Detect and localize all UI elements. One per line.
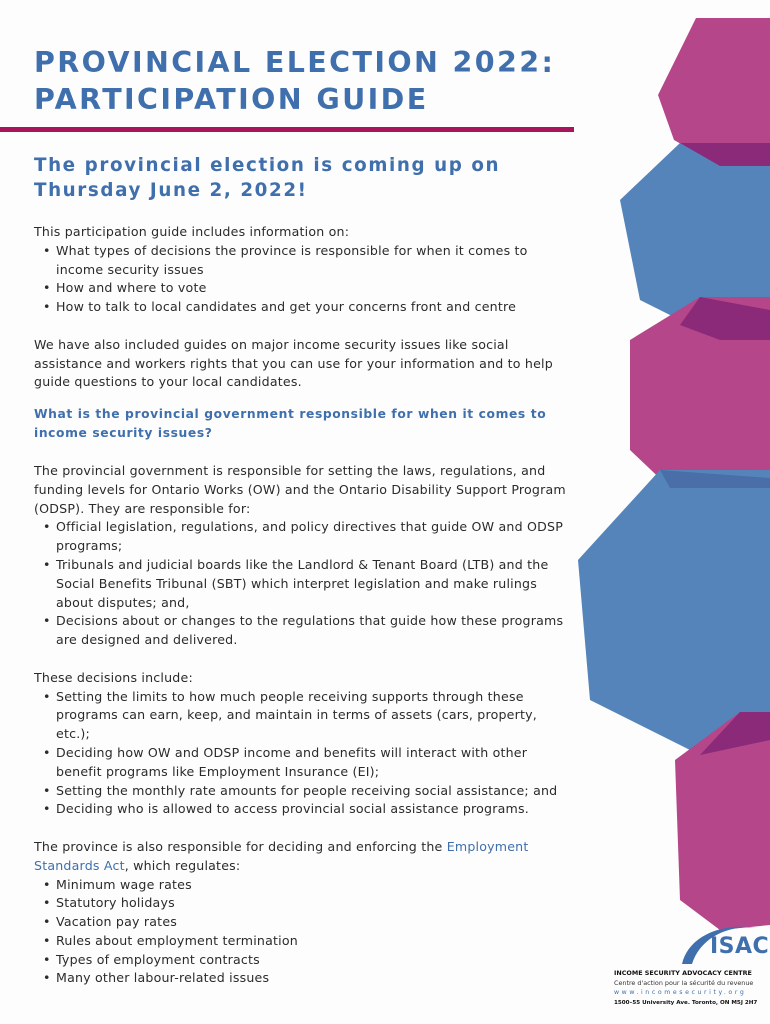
list-item: • How and where to vote <box>54 279 574 298</box>
intro-paragraph: We have also included guides on major income security issues like social assistance and workers rights that you can use for your information and to help guide questions to your local candidates. <box>34 336 553 390</box>
decisions-lead: These decisions include: <box>34 669 193 685</box>
esa-lead-before: The province is also responsible for deciding and enforcing the <box>34 838 447 854</box>
employment-standards-act-link[interactable]: Employment Standards Act <box>34 838 529 873</box>
title-divider <box>0 127 574 132</box>
list-item: • Statutory holidays <box>54 894 574 913</box>
list-item: • Deciding who is allowed to access provincial social assistance programs. <box>54 800 574 819</box>
list-item: • Deciding how OW and ODSP income and benefits will interact with other benefit programs like Employment Insurance (EI); <box>54 744 574 782</box>
list-item: • How to talk to local candidates and get your concerns front and centre <box>54 298 574 317</box>
list-item: • What types of decisions the province is responsible for when it comes to income security issues <box>54 242 574 280</box>
list-item: • Setting the limits to how much people receiving supports through these programs can earn, keep, and maintain in terms of assets (cars, property, etc.); <box>54 688 574 744</box>
logo-wordmark: ISAC <box>710 934 770 959</box>
list-item: • Vacation pay rates <box>54 913 574 932</box>
guide-body <box>34 223 574 988</box>
list-item: • Tribunals and judicial boards like the Landlord & Tenant Board (LTB) and the Social Benefits Tribunal (SBT) which interpret legislation and make rulings about disputes; and, <box>54 556 574 612</box>
decisions-list <box>34 688 574 820</box>
esa-lead-after: , which regulates: <box>124 857 241 873</box>
election-date-heading: The provincial election is coming up on Thursday June 2, 2022! <box>34 155 501 201</box>
list-item: • Setting the monthly rate amounts for people receiving social assistance; and <box>54 782 574 801</box>
intro-lead: This participation guide includes information on: <box>34 224 350 239</box>
page-title <box>34 44 555 118</box>
list-item: • Types of employment contracts <box>54 951 574 970</box>
section-paragraph: The provincial government is responsible for setting the laws, regulations, and funding levels for Ontario Works (OW) and the Ontario Disability Support Program (ODSP). They are responsible for: <box>34 462 566 516</box>
list-item: • Many other labour-related issues <box>54 969 574 988</box>
intro-list <box>34 242 574 317</box>
list-item: • Minimum wage rates <box>54 876 574 895</box>
list-item: • Official legislation, regulations, and policy directives that guide OW and ODSP programs; <box>54 518 574 556</box>
esa-lead <box>34 838 574 876</box>
title-line-2: PARTICIPATION GUIDE <box>34 83 429 116</box>
org-name-french: Centre d'action pour la sécurité du revenue <box>614 979 754 987</box>
responsibilities-list <box>34 518 574 650</box>
org-website[interactable]: www.incomesecurity.org <box>614 989 747 996</box>
section-question: What is the provincial government responsible for when it comes to income security issues? <box>34 407 547 441</box>
list-item: • Decisions about or changes to the regulations that guide how these programs are designed and delivered. <box>54 612 574 650</box>
esa-list <box>34 876 574 989</box>
list-item: • Rules about employment termination <box>54 932 574 951</box>
org-address: 1500–55 University Ave. Toronto, ON M5J 2H7 <box>614 1000 758 1006</box>
title-line-1: PROVINCIAL ELECTION 2022: <box>34 46 556 79</box>
org-name: INCOME SECURITY ADVOCACY CENTRE <box>614 969 752 977</box>
